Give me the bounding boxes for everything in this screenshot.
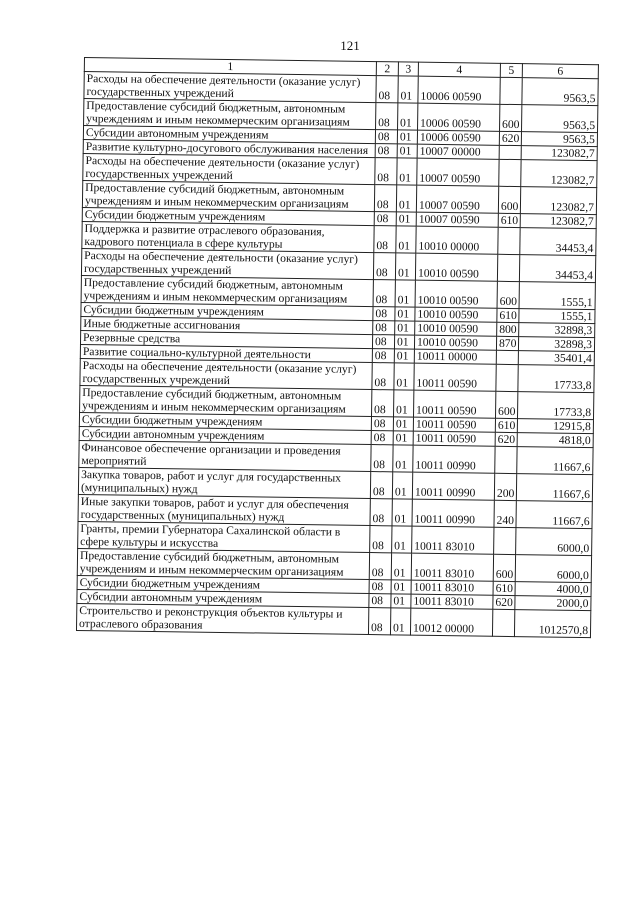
expense-type-code [499,145,521,159]
expense-type-code: 600 [497,281,519,308]
podrazdel-code: 01 [394,335,414,349]
podrazdel-code: 01 [398,76,418,103]
amount-value: 12915,8 [517,419,593,434]
line-item-name: Закупка товаров, работ и услуг для государственных (муниципальных) нужд [78,467,370,498]
line-item-name: Субсидии автономным учреждениям [83,126,375,144]
razdel-code: 08 [370,472,392,499]
line-item-name: Резервные средства [80,330,372,348]
podrazdel-code: 01 [395,253,415,280]
amount-value: 32898,3 [518,337,594,352]
podrazdel-code: 01 [394,390,414,417]
amount-value: 11667,6 [517,447,593,475]
expense-type-code: 620 [493,595,515,609]
expense-type-code: 600 [493,554,515,581]
target-article-code: 10010 00590 [415,280,497,308]
razdel-code: 08 [372,363,394,390]
target-article-code: 10010 00590 [415,253,497,281]
expense-type-code: 610 [498,213,520,227]
amount-value: 1012570,8 [514,610,590,638]
target-article-code: 10011 83010 [411,580,493,595]
target-article-code: 10006 00590 [418,103,500,131]
line-item-name: Расходы на обеспечение деятельности (оказание услуг) государственных учреждений [83,153,375,184]
podrazdel-code: 01 [395,321,415,335]
expense-type-code: 610 [495,418,517,432]
razdel-code: 08 [372,335,394,349]
amount-value: 2000,0 [515,596,591,611]
amount-value: 32898,3 [519,323,595,338]
target-article-code: 10011 00990 [413,445,495,473]
line-item-name: Финансовое обеспечение организации и проведения мероприятий [79,440,371,471]
expense-type-code: 620 [499,131,521,145]
table-body [76,72,598,638]
line-item-name: Предоставление субсидий бюджетным, автономным учреждениям и иным некоммерческим организациям [77,548,369,579]
amount-value: 6000,0 [515,555,591,583]
razdel-code: 08 [373,253,395,280]
razdel-code: 08 [372,390,394,417]
line-item-name: Предоставление субсидий бюджетным, автономным учреждениям и иным некоммерческим организациям [84,99,376,130]
expense-type-code [496,350,518,364]
expense-type-code [495,446,517,473]
amount-value: 123082,7 [521,146,597,161]
amount-value: 34453,4 [519,255,595,283]
razdel-code: 08 [373,307,395,321]
podrazdel-code: 01 [392,499,412,526]
razdel-code: 08 [376,76,398,103]
target-article-code: 10006 00590 [417,130,499,145]
podrazdel-code: 01 [397,144,417,158]
podrazdel-code: 01 [394,349,414,363]
line-item-name: Развитие социально-культурной деятельности [80,344,372,362]
expense-type-code: 870 [496,336,518,350]
target-article-code: 10011 00590 [413,431,495,446]
razdel-code: 08 [372,349,394,363]
expense-type-code: 600 [500,104,522,131]
razdel-code: 08 [369,580,391,594]
podrazdel-code: 01 [397,130,417,144]
target-article-code: 10011 00990 [412,472,494,500]
amount-value: 123082,7 [520,187,596,215]
line-item-name: Субсидии бюджетным учреждениям [81,302,373,320]
podrazdel-code: 01 [391,553,411,580]
podrazdel-code: 01 [393,417,413,431]
expense-type-code: 610 [493,581,515,595]
line-item-name: Расходы на обеспечение деятельности (оказание услуг) государственных учреждений [81,248,373,279]
line-item-name: Субсидии бюджетным учреждениям [82,207,374,225]
razdel-code: 08 [375,158,397,185]
expense-type-code [497,254,519,281]
line-item-name: Субсидии автономным учреждениям [77,589,369,607]
target-article-code: 10007 00000 [417,144,499,159]
razdel-code: 08 [370,499,392,526]
expense-type-code [498,227,520,254]
page-number: 121 [340,38,360,53]
line-item-name: Иные бюджетные ассигнования [81,316,373,334]
amount-value: 11667,6 [516,501,592,529]
razdel-code: 08 [376,103,398,130]
line-item-name: Гранты, премии Губернатора Сахалинской области в сфере культуры и искусства [78,521,370,552]
razdel-code: 08 [371,445,393,472]
target-article-code: 10006 00590 [418,76,500,104]
column-header: 5 [500,63,522,77]
column-header: 6 [522,64,598,79]
expense-type-code: 600 [495,391,517,418]
expense-type-code: 600 [498,186,520,213]
podrazdel-code: 01 [395,280,415,307]
target-article-code: 10011 00990 [412,499,494,527]
column-header: 3 [398,62,418,76]
podrazdel-code: 01 [396,185,416,212]
amount-value: 4000,0 [515,582,591,597]
podrazdel-code: 01 [397,158,417,185]
target-article-code: 10010 00590 [415,307,497,322]
target-article-code: 10011 83010 [412,526,494,554]
razdel-code: 08 [374,226,396,253]
podrazdel-code: 01 [393,445,413,472]
razdel-code: 08 [374,212,396,226]
podrazdel-code: 01 [395,307,415,321]
line-item-name: Предоставление субсидий бюджетным, автономным учреждениям и иным некоммерческим организациям [81,275,373,306]
line-item-name: Строительство и реконструкция объектов культуры и отраслевого образования [76,603,368,634]
target-article-code: 10011 00590 [413,417,495,432]
expense-type-code [500,77,522,104]
target-article-code: 10011 83010 [411,553,493,581]
podrazdel-code: 01 [396,226,416,253]
amount-value: 123082,7 [520,214,596,229]
target-article-code: 10010 00000 [416,226,498,254]
expense-type-code: 620 [495,432,517,446]
razdel-code: 08 [375,144,397,158]
expense-type-code: 200 [494,473,516,500]
target-article-code: 10011 00590 [414,363,496,391]
razdel-code: 08 [370,526,392,553]
podrazdel-code: 01 [393,431,413,445]
line-item-name: Развитие культурно-досугового обслуживания населения [83,139,375,157]
target-article-code: 10011 00000 [414,349,496,364]
amount-value: 9563,5 [522,105,598,133]
line-item-name: Иные закупки товаров, работ и услуг для обеспечения государственных (муниципальных) нужд [78,494,370,525]
target-article-code: 10010 00590 [414,335,496,350]
expense-type-code: 800 [497,322,519,336]
amount-value: 35401,4 [518,351,594,366]
razdel-code: 08 [373,321,395,335]
amount-value: 17733,8 [517,392,593,420]
target-article-code: 10011 00590 [414,390,496,418]
razdel-code: 08 [373,280,395,307]
podrazdel-code: 01 [392,472,412,499]
razdel-code: 08 [369,553,391,580]
podrazdel-code: 01 [392,526,412,553]
amount-value: 34453,4 [520,228,596,256]
amount-value: 1555,1 [519,282,595,310]
razdel-code: 08 [369,594,391,608]
amount-value: 11667,6 [516,474,592,502]
razdel-code: 08 [374,185,396,212]
razdel-code: 08 [375,130,397,144]
line-item-name: Субсидии бюджетным учреждениям [77,575,369,593]
expense-type-code: 240 [494,500,516,527]
podrazdel-code: 01 [394,363,414,390]
table-row [76,603,590,637]
amount-value: 9563,5 [522,78,598,106]
line-item-name: Расходы на обеспечение деятельности (оказание услуг) государственных учреждений [80,358,372,389]
target-article-code: 10007 00590 [417,158,499,186]
razdel-code: 08 [371,431,393,445]
expense-type-code [496,364,518,391]
target-article-code: 10011 83010 [411,594,493,609]
budget-table [76,57,599,638]
expense-type-code [499,159,521,186]
column-header: 1 [84,58,376,76]
column-header: 4 [418,62,500,77]
line-item-name: Предоставление субсидий бюджетным, автономным учреждениям и иным некоммерческим организациям [80,385,372,416]
target-article-code: 10012 00000 [410,608,492,636]
amount-value: 9563,5 [521,132,597,147]
amount-value: 17733,8 [518,365,594,393]
line-item-name: Предоставление субсидий бюджетным, автономным учреждениям и иным некоммерческим организациям [82,180,374,211]
razdel-code: 08 [368,608,390,635]
line-item-name: Субсидии автономным учреждениям [79,426,371,444]
amount-value: 123082,7 [521,160,597,188]
line-item-name: Поддержка и развитие отраслевого образования, кадрового потенциала в сфере культуры [82,221,374,252]
expense-type-code [494,527,516,554]
amount-value: 6000,0 [516,528,592,556]
podrazdel-code: 01 [391,594,411,608]
expense-type-code: 610 [497,308,519,322]
line-item-name: Расходы на обеспечение деятельности (оказание услуг) государственных учреждений [84,72,376,103]
column-header: 2 [376,62,398,76]
target-article-code: 10007 00590 [416,212,498,227]
podrazdel-code: 01 [391,580,411,594]
line-item-name: Субсидии бюджетным учреждениям [79,412,371,430]
podrazdel-code: 01 [398,103,418,130]
razdel-code: 08 [371,417,393,431]
podrazdel-code: 01 [396,212,416,226]
expense-type-code [492,609,514,636]
target-article-code: 10007 00590 [416,185,498,213]
target-article-code: 10010 00590 [415,321,497,336]
podrazdel-code: 01 [390,608,410,635]
amount-value: 1555,1 [519,309,595,324]
amount-value: 4818,0 [517,433,593,448]
